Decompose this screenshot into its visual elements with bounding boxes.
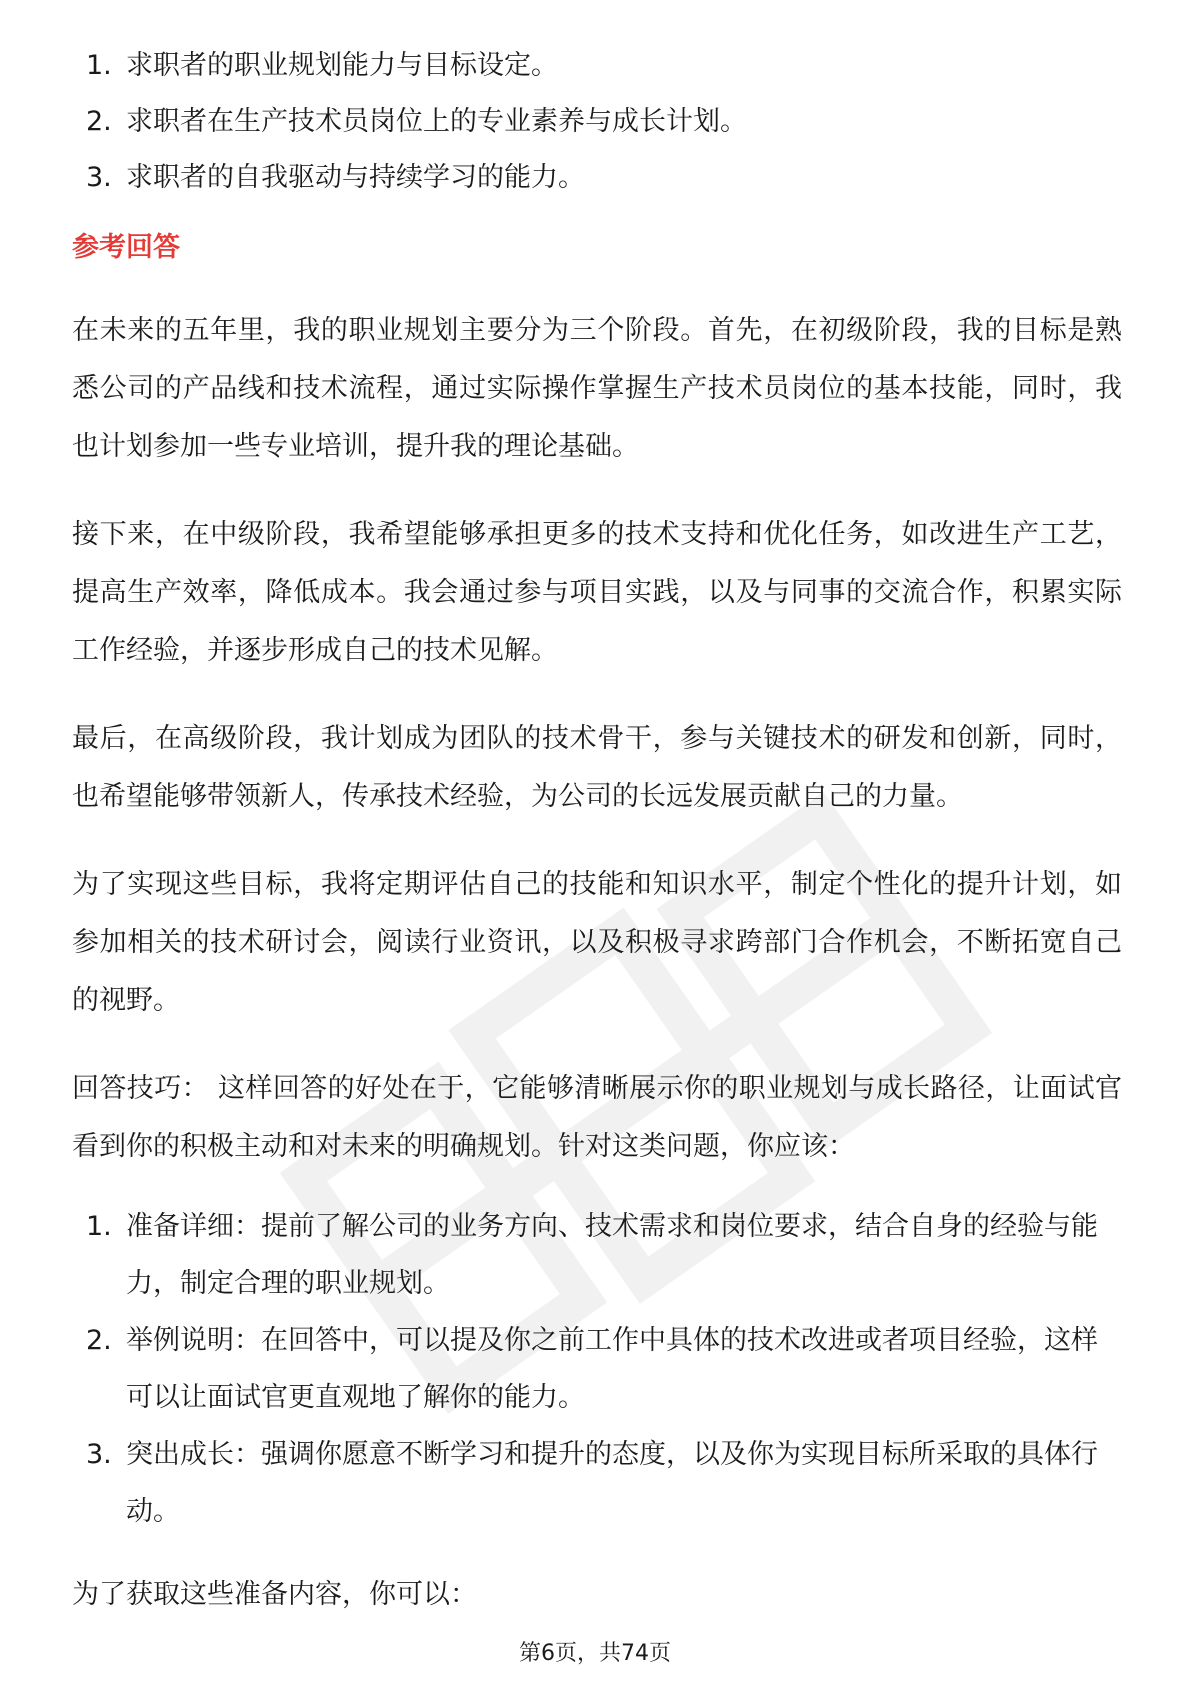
intro-list [72,38,1122,206]
answer-paragraph: 在未来的五年里，我的职业规划主要分为三个阶段。首先，在初级阶段，我的目标是熟悉公司的产品线和技术流程，通过实际操作掌握生产技术员岗位的基本技能，同时，我也计划参加一些专业培训，提升我的理论基础。 [72,315,1122,462]
answer-paragraph: 接下来，在中级阶段，我希望能够承担更多的技术支持和优化任务，如改进生产工艺，提高生产效率，降低成本。我会通过参与项目实践，以及与同事的交流合作，积累实际工作经验，并逐步形成自己的技术见解。 [72,519,1122,666]
list-item [72,1312,1122,1426]
answer-paragraph: 最后，在高级阶段，我计划成为团队的技术骨干，参与关键技术的研发和创新，同时，也希望能够带领新人，传承技术经验，为公司的长远发展贡献自己的力量。 [72,723,1122,812]
section-heading: 参考回答 [72,232,180,263]
page-footer: 第6页，共74页 [519,1641,671,1666]
list-item [72,150,1122,206]
page-content [72,38,1122,1624]
tips-list [72,1198,1122,1540]
list-text: 突出成长：强调你愿意不断学习和提升的态度，以及你为实现目标所采取的具体行动。 [126,1439,1098,1527]
list-text: 求职者的职业规划能力与目标设定。 [126,50,558,81]
list-text: 求职者的自我驱动与持续学习的能力。 [126,162,585,193]
tips-paragraph: 回答技巧： 这样回答的好处在于，它能够清晰展示你的职业规划与成长路径，让面试官看到你的积极主动和对未来的明确规划。针对这类问题，你应该： [72,1073,1122,1162]
answer-paragraph: 为了实现这些目标，我将定期评估自己的技能和知识水平，制定个性化的提升计划，如参加相关的技术研讨会，阅读行业资讯，以及积极寻求跨部门合作机会，不断拓宽自己的视野。 [72,869,1122,1016]
list-text: 举例说明：在回答中，可以提及你之前工作中具体的技术改进或者项目经验，这样可以让面试官更直观地了解你的能力。 [126,1325,1098,1413]
list-item [72,1198,1122,1312]
list-item [72,94,1122,150]
list-text: 准备详细：提前了解公司的业务方向、技术需求和岗位要求，结合自身的经验与能力，制定合理的职业规划。 [126,1211,1098,1299]
list-number: 1. [86,1211,112,1242]
list-text: 求职者在生产技术员岗位上的专业素养与成长计划。 [126,106,747,137]
list-number: 3. [86,162,112,193]
list-item [72,1426,1122,1540]
list-number: 1. [86,50,112,81]
list-item [72,38,1122,94]
list-number: 2. [86,1325,112,1356]
list-number: 2. [86,106,112,137]
list-number: 3. [86,1439,112,1470]
closing-paragraph: 为了获取这些准备内容，你可以： [72,1579,477,1610]
